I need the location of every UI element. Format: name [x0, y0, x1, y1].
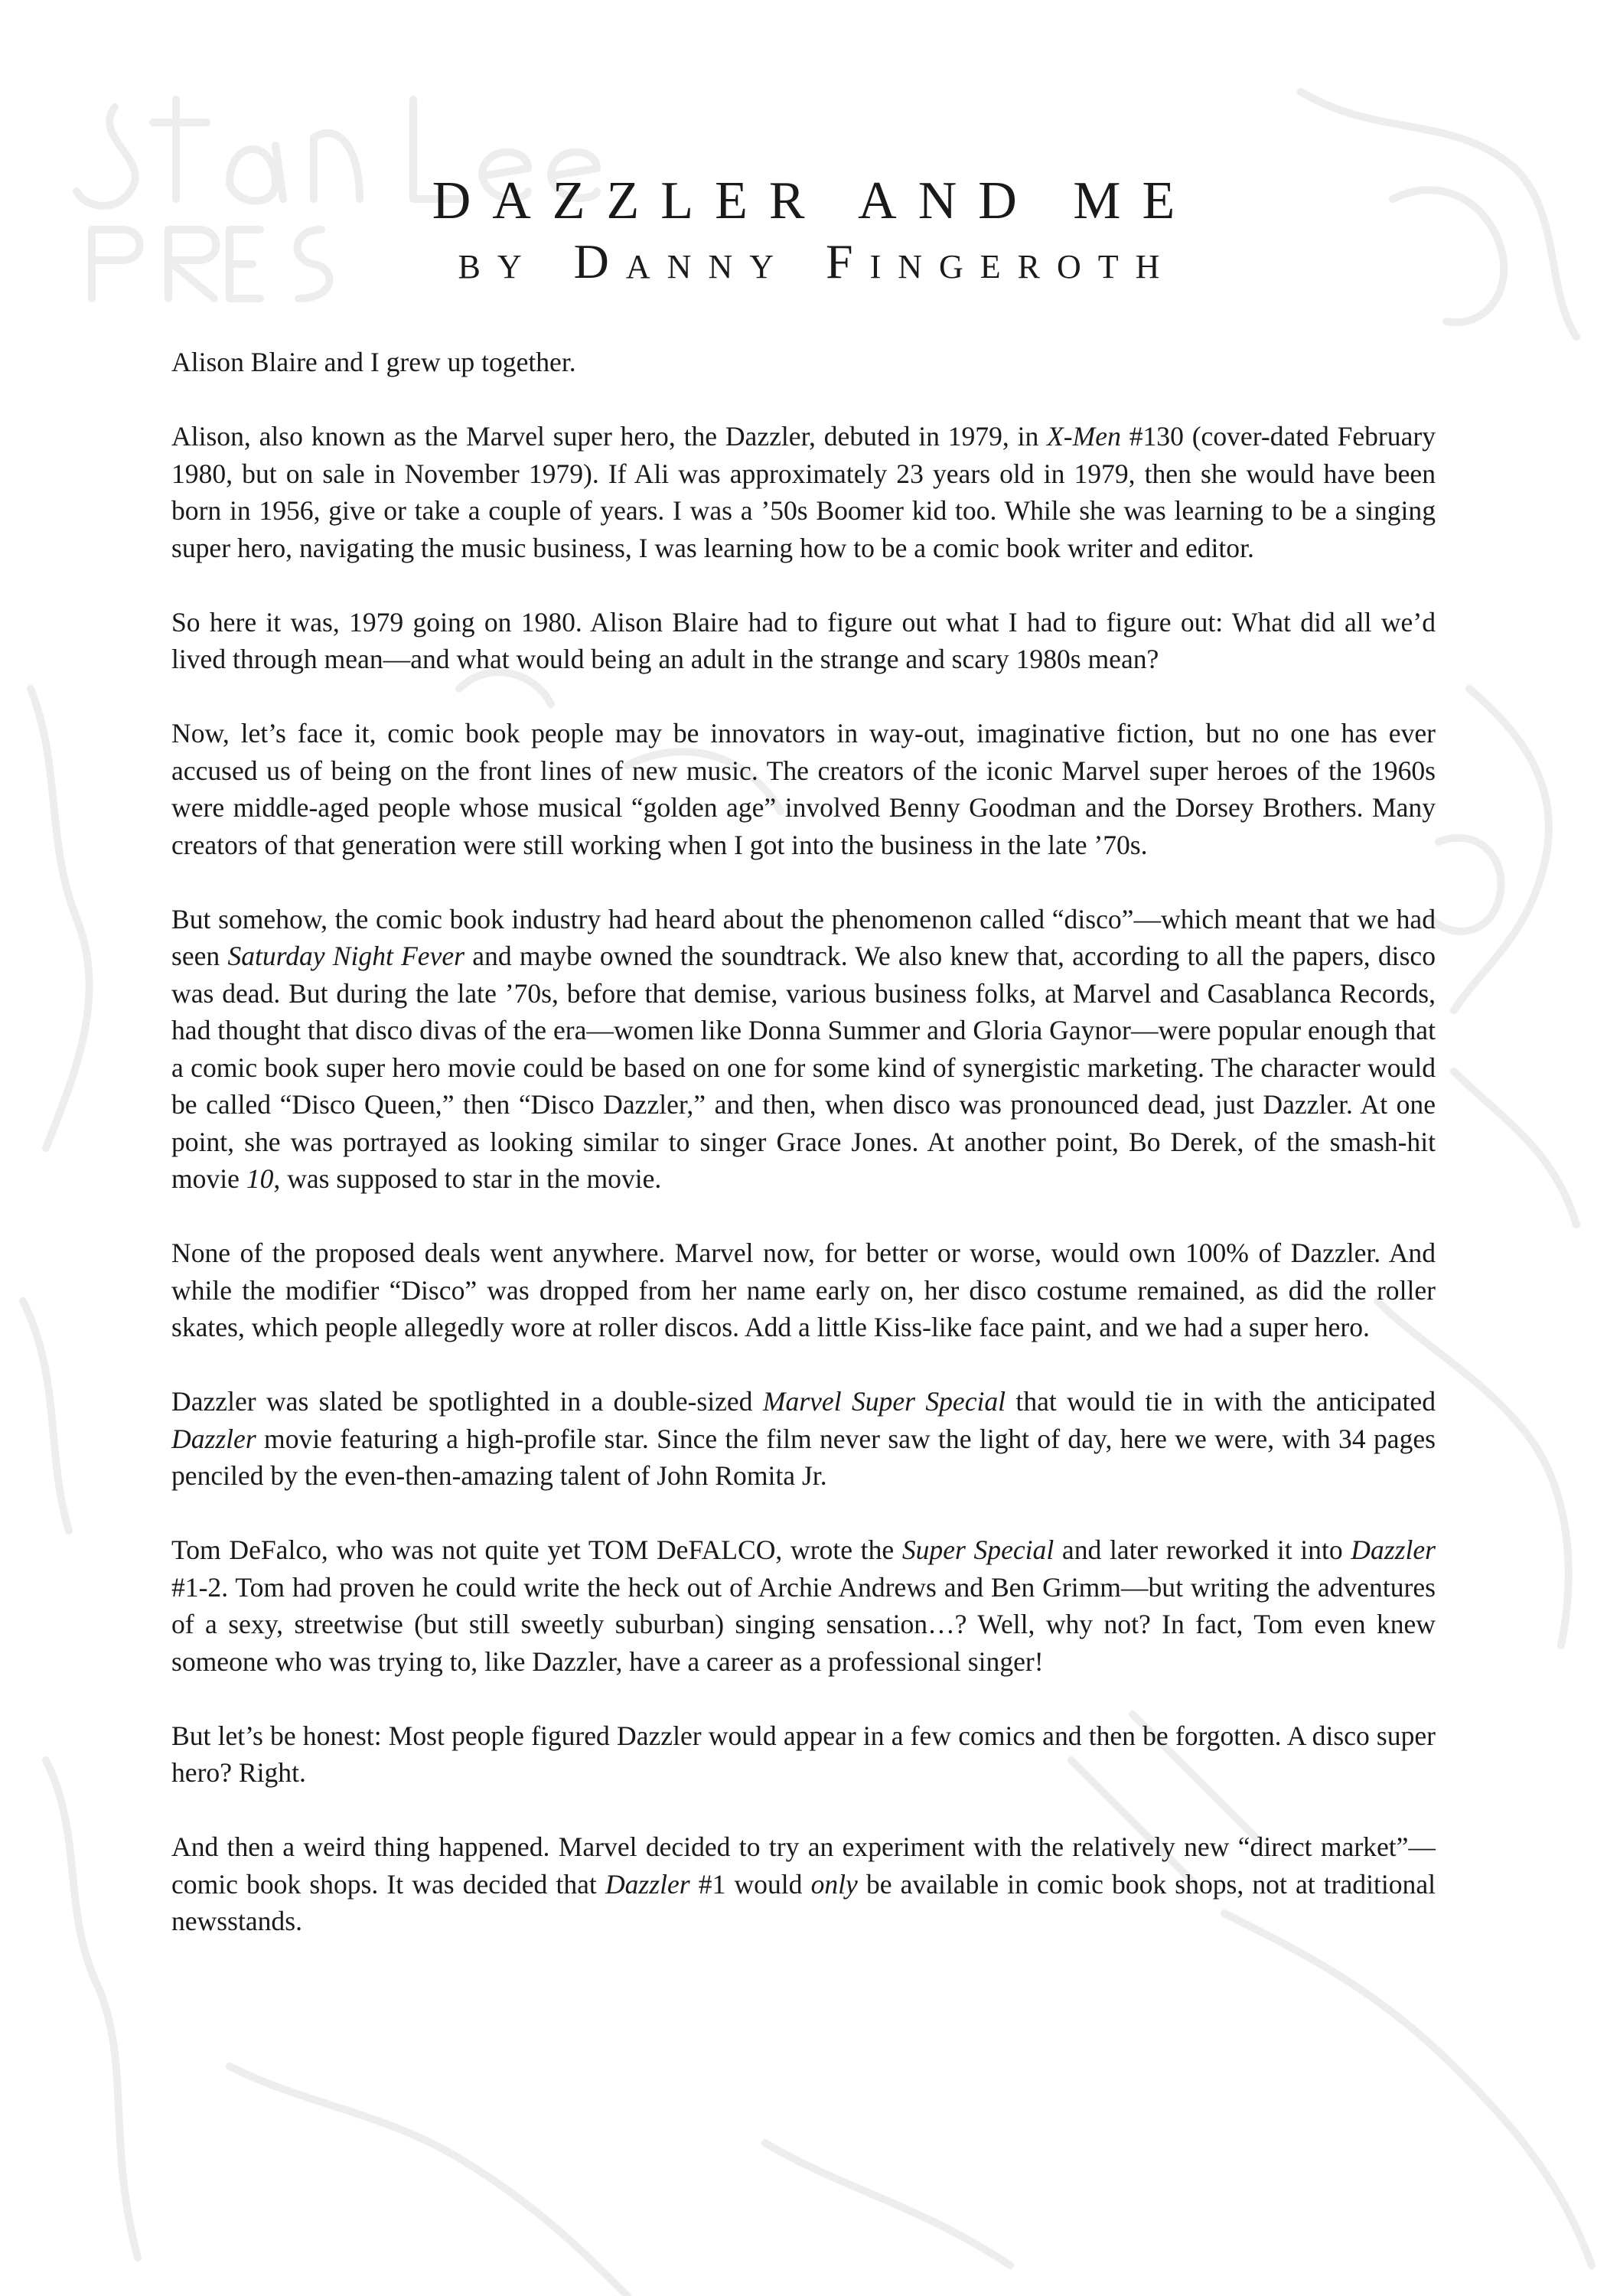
paragraph-7: Dazzler was slated be spotlighted in a double-sized Marvel Super Special that would tie in with the anticipated Dazzler movie featuring a high-profile star. Since the film never saw the light of day, here we were, with 34 pages penciled by the even-then-amazing talent of John Romita Jr.: [171, 1386, 1436, 1491]
article-body: [171, 344, 1436, 1940]
paragraph-8: Tom DeFalco, who was not quite yet TOM DeFALCO, wrote the Super Special and later reworked it into Dazzler #1-2. Tom had proven he could write the heck out of Archie Andrews and Ben Grimm—but writing the adventures of a sexy, streetwise (but still sweetly suburban) singing sensation…? Well, why not? In fact, Tom even knew someone who was trying to, like Dazzler, have a career as a professional singer!: [171, 1534, 1436, 1677]
paragraph-10: And then a weird thing happened. Marvel decided to try an experiment with the relatively new “direct market”—comic book shops. It was decided that Dazzler #1 would only be available in comic book shops, not at traditional newsstands.: [171, 1831, 1436, 1936]
article-title: DAZZLER AND ME: [432, 171, 1197, 230]
paragraph-3: So here it was, 1979 going on 1980. Alison Blaire had to figure out what I had to figure out: What did all we’d lived through mean—and what would being an adult in the strange and scary 1980s mean?: [171, 606, 1436, 674]
paragraph-2: Alison, also known as the Marvel super hero, the Dazzler, debuted in 1979, in X-Men #130 (cover-dated February 1980, but on sale in November 1979). If Ali was approximately 23 years old in 1979, then she would have been born in 1956, give or take a couple of years. I was a ’50s Boomer kid too. While she was learning to be a singing super hero, navigating the music business, I was learning how to be a comic book writer and editor.: [171, 421, 1436, 563]
article-page: [171, 0, 1436, 1940]
byline-last-initial: F: [826, 234, 870, 289]
paragraph-1: Alison Blaire and I grew up together.: [171, 347, 576, 377]
byline-by: BY: [458, 248, 539, 285]
byline-first-initial: D: [573, 234, 626, 289]
article-title-block: [171, 170, 1436, 296]
paragraph-6: None of the proposed deals went anywhere. Marvel now, for better or worse, would own 100% of Dazzler. And while the modifier “Disco” was dropped from her name early on, her disco costume remained, as did the roller skates, which people allegedly wore at roller discos. Add a little Kiss-like face paint, and we had a super hero.: [171, 1238, 1436, 1342]
paragraph-9: But let’s be honest: Most people figured Dazzler would appear in a few comics and then be forgotten. A disco super hero? Right.: [171, 1720, 1436, 1788]
byline-first-rest: ANNY: [625, 248, 790, 285]
article-byline: [171, 233, 1436, 296]
paragraph-5: But somehow, the comic book industry had heard about the phenomenon called “disco”—which meant that we had seen Saturday Night Fever and maybe owned the soundtrack. We also knew that, according to all the papers, disco was dead. But during the late ’70s, before that demise, various business folks, at Marvel and Casablanca Records, had thought that disco divas of the era—women like Donna Summer and Gloria Gaynor—were popular enough that a comic book super hero movie could be based on one for some kind of synergistic marketing. The character would be called “Disco Queen,” then “Disco Dazzler,” and then, when disco was pronounced dead, just Dazzler. At one point, she was portrayed as looking similar to singer Grace Jones. At another point, Bo Derek, of the smash-hit movie 10, was supposed to star in the movie.: [171, 903, 1436, 1194]
byline-last-rest: INGEROTH: [869, 248, 1177, 285]
paragraph-4: Now, let’s face it, comic book people may be innovators in way-out, imaginative fiction, but no one has ever accused us of being on the front lines of new music. The creators of the iconic Marvel super heroes of the 1960s were middle-aged people whose musical “golden age” involved Benny Goodman and the Dorsey Brothers. Many creators of that generation were still working when I got into the business in the late ’70s.: [171, 718, 1436, 860]
